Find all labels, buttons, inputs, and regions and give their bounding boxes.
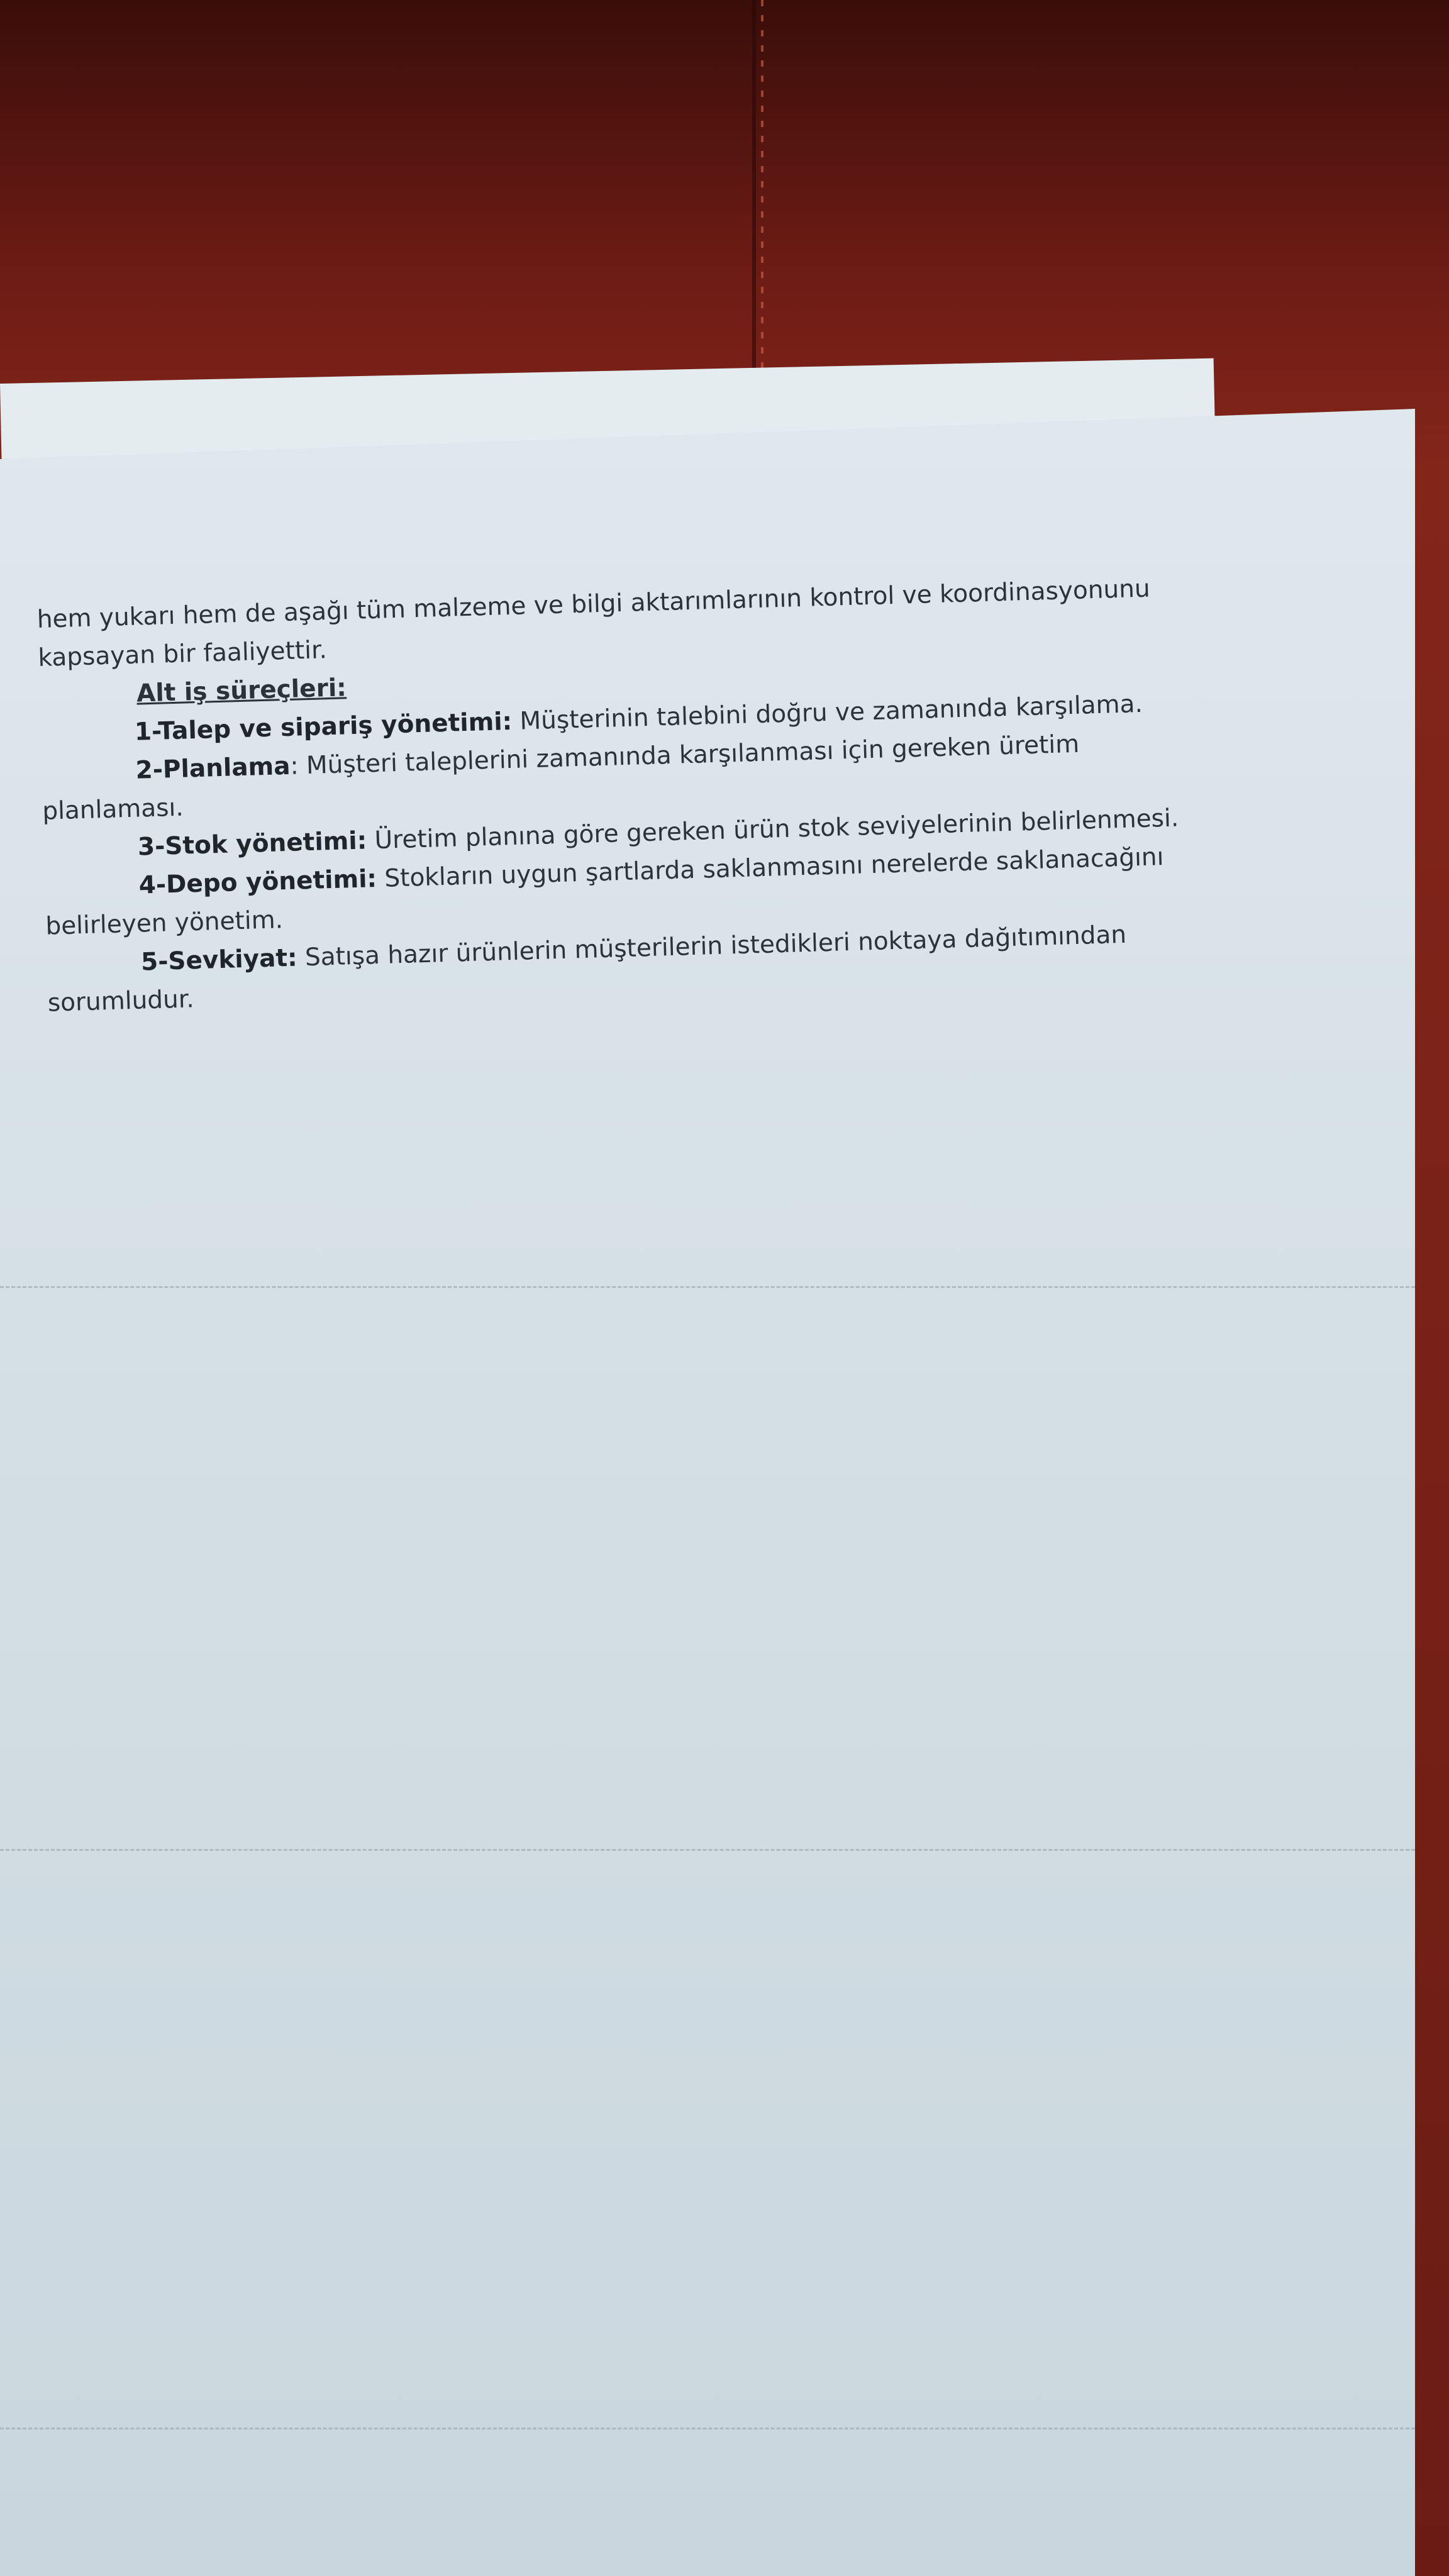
intro-line: kapsayan bir faaliyettir.: [37, 636, 328, 672]
item-label: 1-Talep ve sipariş yönetimi:: [134, 707, 513, 747]
scan-artifact-line: [0, 1286, 1415, 1289]
item-continuation: planlaması.: [42, 793, 184, 826]
intro-line: hem yukarı hem de aşağı tüm malzeme ve bilgi aktarımlarının kontrol ve koordinasyonunu: [36, 574, 1151, 634]
item-text: : Müşteri taleplerini zamanında karşılanması için gereken üretim: [289, 730, 1080, 780]
item-text: Müşterinin talebini doğru ve zamanında karşılama.: [511, 689, 1143, 736]
item-text: Stokların uygun şartlarda saklanmasını nerelerde saklanacağını: [376, 843, 1164, 894]
item-label: 5-Sevkiyat:: [140, 943, 298, 977]
item-text: Satışa hazır ürünlerin müşterilerin istedikleri noktaya dağıtımından: [296, 920, 1127, 972]
section-heading: Alt iş süreçleri:: [136, 674, 347, 708]
item-text: Üretim planına göre gereken ürün stok seviyelerinin belirlenmesi.: [366, 804, 1179, 855]
item-continuation: sorumludur.: [47, 985, 195, 1018]
item-label: 4-Depo yönetimi:: [138, 865, 377, 900]
fabric-seam: [752, 0, 756, 415]
scan-artifact-line: [0, 1849, 1415, 1852]
item-label: 2-Planlama: [135, 752, 291, 785]
document-text: [36, 565, 1306, 1023]
fabric-stitching: [761, 0, 763, 402]
item-continuation: belirleyen yönetim.: [45, 906, 284, 941]
item-label: 3-Stok yönetimi:: [137, 826, 367, 862]
scan-artifact-line: [0, 2428, 1415, 2431]
